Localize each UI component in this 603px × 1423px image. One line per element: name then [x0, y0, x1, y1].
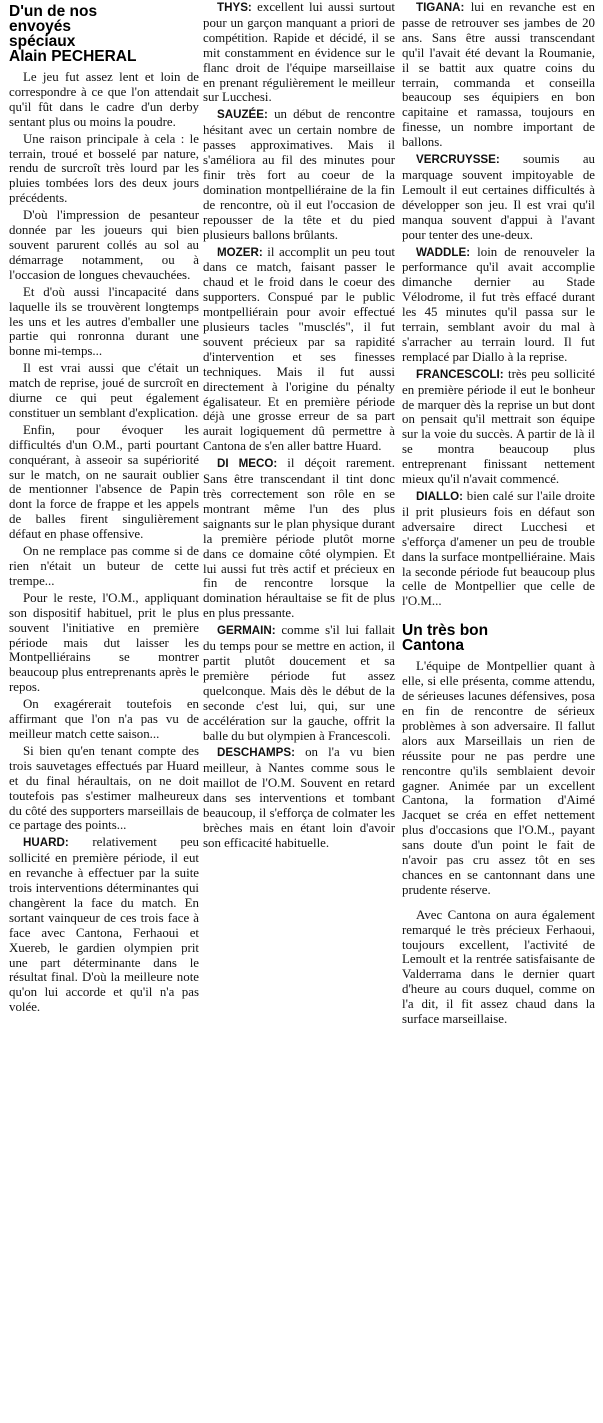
paragraph: Une raison principale à cela : le terrain, troué et bosselé par nature, rendu de surcroît très lourd par les pluies tombées lors des deux jours précédents. [9, 131, 199, 206]
player-comment: un début de rencontre hésitant avec un certain nombre de passes approximatives. Mais il s'améliora au fil des minutes pour finir très fort au coeur de la domination montpelliéraine de la fin de rencontre, où il eut l'occasion de repousser de la tête et du pied plusieurs ballons brûlants. [203, 107, 395, 242]
player-name: GERMAIN: [217, 624, 276, 638]
player-comment: lui en revanche est en passe de retrouver ses jambes de 20 ans. Sans être aussi transcendant qu'il l'avait été devant la Roumanie, il se battit aux quatre coins du terrain, commanda et conseilla beaucoup ses équipiers en bon capitaine et ramassa, toujours en finesse, un nombre important de ballons. [402, 0, 595, 150]
player-comment: bien calé sur l'aile droite il prit plusieurs fois en défaut son adversaire direct Lucchesi et s'efforça d'amener un peu de trouble dans la surface montpelliéraine. Mais la seconde période fut beaucoup plus celle de Montpellier que celle de l'O.M... [402, 489, 595, 609]
player-comment: excellent lui aussi surtout pour un garçon manquant a priori de compétition. Rapide et décidé, il se mit constamment en évidence sur le flanc droit de l'équipe marseillaise en prenant régulièrement le meilleur sur Lucchesi. [203, 0, 395, 105]
player-name: WADDLE: [416, 245, 471, 259]
player-rating-vercruysse [402, 152, 595, 242]
player-name: TIGANA: [416, 1, 465, 14]
player-rating-thys [203, 0, 395, 105]
player-rating-francescoli [402, 367, 595, 487]
player-rating-mozer [203, 245, 395, 455]
paragraph: Et d'où aussi l'incapacité dans laquelle ils se trouvèrent longtemps les uns et les autres d'emballer une partie qui ronronna durant une bonne mi-temps... [9, 284, 199, 359]
player-comment: loin de renouveler la performance qu'il avait accomplie dimanche dernier au Stade Vélodrome, il fut très effacé durant les 45 minutes qu'il passa sur le terrain, semblant avoir du mal à s'arracher au terrain lourd. Il fut remplacé par Diallo à la reprise. [402, 244, 595, 364]
paragraph: Si bien qu'en tenant compte des trois sauvetages effectués par Huard et du final héraultais, on ne doit toutefois pas s'estimer malheureux du côté des supporters marseillais de ce partage des points... [9, 743, 199, 833]
player-rating-germain [203, 623, 395, 743]
player-rating-waddle [402, 245, 595, 365]
section-heading-line: Cantona [402, 637, 464, 655]
player-name: THYS: [217, 1, 252, 14]
paragraph: D'où l'impression de pesanteur donnée par les joueurs qui bien souvent parurent collés au sol au démarrage notamment, ou à l'occasion de longues chevauchées. [9, 208, 199, 282]
player-comment: relativement peu sollicité en première période, il eut en revanche à effectuer par la suite trois interventions déterminantes qui changèrent la face du match. En sortant vainqueur de ces trois face à face avec Cantona, Ferhaoui et Xuereb, le gardien olympien prit une part déterminante dans le résultat final. D'où la meilleure note qu'on lui accorde et qu'il n'a pas volée. [9, 835, 199, 1015]
player-name: SAUZÉE: [217, 108, 268, 122]
column-2 [203, 0, 395, 1423]
player-comment: soumis au marquage souvent impitoyable de Lemoult il eut certaines difficultés à développer son jeu. Il est vrai qu'il manqua souvent d'appui à l'avant pour tenter des une-deux. [402, 152, 595, 242]
paragraph: Pour le reste, l'O.M., appliquant son dispositif habituel, prit le plus souvent l'initiative en première période mais dut laisser les Montpelliérains se montrer beaucoup plus entreprenants après le repos. [9, 590, 199, 695]
player-comment: il déçoit rarement. Sans être transcendant il tint donc très correctement son rôle en se montrant même l'un des plus saignants sur le plan physique durant la première période plutôt morne dans ce domaine côté olympien. Et lui aussi fut très actif et précieux en fin de rencontre lorsque la domination héraultaise se fit de plus en plus pressante. [203, 456, 395, 621]
player-name: HUARD: [23, 836, 69, 850]
player-rating-huard [9, 835, 199, 1015]
player-name: MOZER: [217, 245, 263, 259]
player-rating-deschamps [203, 745, 395, 850]
author-name: Alain PECHERAL [9, 48, 137, 65]
column-3 [402, 0, 595, 1423]
player-comment: très peu sollicité en première période il eut le bonheur de marquer dès la reprise un but dont on pensait qu'il mettrait son équipe sur la voie du succès. A partir de là il se montra beaucoup plus entreprenant finissant nettement mieux qu'il n'avait commencé. [402, 366, 595, 487]
player-rating-diallo [402, 489, 595, 609]
player-rating-tigana [402, 0, 595, 150]
player-rating-sauzee [203, 107, 395, 242]
byline-line: spéciaux [9, 33, 76, 50]
byline-line: D'un de nos [9, 3, 98, 20]
player-name: DESCHAMPS: [217, 746, 295, 760]
paragraph: Enfin, pour évoquer les difficultés d'un O.M., parti pourtant conquérant, à asseoir sa supériorité sur le match, on ne saurait oublier de mentionner l'absence de Papin dont la force de frappe et les appels de balles firent singulièrement défaut en phase offensive. [9, 422, 199, 542]
paragraph: Il est vrai aussi que c'était un match de reprise, joué de surcroît en diurne ce qui peut également constituer un semblant d'explication. [9, 361, 199, 420]
player-name: DI MECO: [217, 457, 278, 471]
paragraph: On exagérerait toutefois en affirmant que l'on n'a pas vu de meilleur match cette saison... [9, 697, 199, 741]
player-comment: il accomplit un peu tout dans ce match, faisant passer le chaud et le froid dans le coeur des supporters. Conspué par le public montpelliérain pour avoir effectué plusieurs tacles "musclés", il fut souvent précieux par sa rapidité d'intervention et ses finesses techniques. Mais il fut aussi directement à l'origine du pénalty égalisateur. Et en première période déjà une grosse erreur de sa part aurait logiquement dû permettre à Cantona de s'en aller battre Huard. [203, 244, 395, 454]
paragraph: L'équipe de Montpellier quant à elle, si elle présenta, comme attendu, de sérieuses lacunes défensives, posa en fin de rencontre de sérieux problèmes à son adversaire. Il fallut alors aux Marseillais un rien de réussite pour ne pas perdre une rencontre qu'ils semblaient devoir gagner. Animée par un excellent Cantona, la formation d'Aimé Jacquet se créa en effet nettement plus d'occasions que l'O.M., payant sans doute d'un point le fait de n'avoir pas cru assez tôt en ses chances en se cantonnant dans une prudente réserve. [402, 659, 595, 897]
section-heading-line: Un très bon [402, 622, 489, 640]
player-name: VERCRUYSSE: [416, 153, 500, 167]
column-1 [9, 0, 199, 1423]
player-name: DIALLO: [416, 490, 464, 503]
player-name: FRANCESCOLI: [416, 367, 504, 381]
player-rating-di-meco [203, 456, 395, 621]
byline-line: envoyés [9, 18, 72, 35]
player-comment: comme s'il lui fallait du temps pour se mettre en action, il partit plutôt doucement et sa première période fut assez quelconque. Mais dès le début de la seconde c'est lui, qui, sur une accélération sur la gauche, offrit la balle du but olympien à Francescoli. [203, 623, 395, 743]
byline [9, 4, 199, 64]
paragraph: Avec Cantona on aura également remarqué le très précieux Ferhaoui, toujours excellent, l'activité de Lemoult et la rentrée satisfaisante de Valderrama dans le dernier quart d'heure au cours duquel, comme on l'a dit, il fit assez chaud dans la surface marseillaise. [402, 907, 595, 1027]
section-heading [402, 623, 595, 653]
player-comment: on l'a vu bien meilleur, à Nantes comme sous le maillot de l'O.M. Souvent en retard dans ses interventions et tombant beaucoup, il s'efforça de colmater les brèches mais en étant loin d'avoir son efficacité habituelle. [203, 745, 395, 850]
paragraph: On ne remplace pas comme si de rien n'était un buteur de cette trempe... [9, 544, 199, 588]
paragraph: Le jeu fut assez lent et loin de correspondre à ce que l'on attendait qu'il fût dans le cadre d'un derby sentant plus ou moins la poudre. [9, 70, 199, 129]
